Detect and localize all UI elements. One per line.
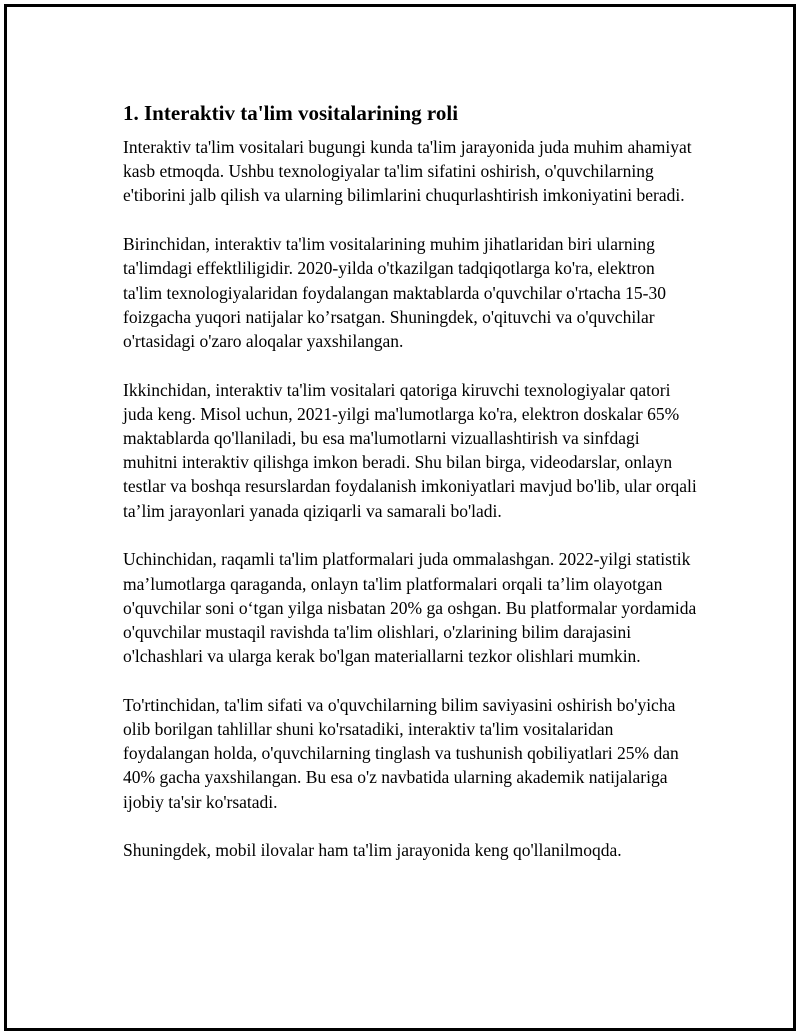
paragraph-third: Uchinchidan, raqamli ta'lim platformalari juda ommalashgan. 2022-yilgi statistik ma’lumotlarga qaraganda, onlayn ta'lim platformalari orqali ta’lim olayotgan o'quvchilar soni o‘tgan yilga nisbatan 20% ga oshgan. Bu platformalar yordamida o'quvchilar mustaqil ravishda ta'lim olishlari, o'zlarining bilim darajasini o'lchashlari va ularga kerak bo'lgan materiallarni tezkor olishlari mumkin. <box>123 549 697 667</box>
section-heading: 1. Interaktiv ta'lim vositalarining roli <box>123 101 459 125</box>
paragraph-fourth: To'rtinchidan, ta'lim sifati va o'quvchilarning bilim saviyasini oshirish bo'yicha olib borilgan tahlillar shuni ko'rsatadiki, interaktiv ta'lim vositalaridan foydalangan holda, o'quvchilarning tinglash va tushunish qobiliyatlari 25% dan 40% gacha yaxshilangan. Bu esa o'z navbatida ularning akademik natijalariga ijobiy ta'sir ko'rsatadi. <box>123 694 679 812</box>
page-frame <box>4 4 796 1031</box>
paragraph-intro: Interaktiv ta'lim vositalari bugungi kunda ta'lim jarayonida juda muhim ahamiyat kasb etmoqda. Ushbu texnologiyalar ta'lim sifatini oshirish, o'quvchilarning e'tiborini jalb qilish va ularning bilimlarini chuqurlashtirish imkoniyatini beradi. <box>123 137 692 206</box>
paragraph-closing: Shuningdek, mobil ilovalar ham ta'lim jarayonida keng qo'llanilmoqda. <box>123 840 622 861</box>
paragraph-second: Ikkinchidan, interaktiv ta'lim vositalari qatoriga kiruvchi texnologiyalar qatori juda keng. Misol uchun, 2021-yilgi ma'lumotlarga ko'ra, elektron doskalar 65% maktablarda qo'llaniladi, bu esa ma'lumotlarni vizuallashtirish va sinfdagi muhitni interaktiv qilishga imkon beradi. Shu bilan birga, videodarslar, onlayn testlar va boshqa resurslardan foydalanish imkoniyatlari mavjud bo'lib, ular orqali ta’lim jarayonlari yanada qiziqarli va samarali bo'ladi. <box>123 379 697 521</box>
document-body <box>120 99 700 863</box>
paragraph-first: Birinchidan, interaktiv ta'lim vositalarining muhim jihatlaridan biri ularning ta'limdagi effektliligidir. 2020-yilda o'tkazilgan tadqiqotlarga ko'ra, elektron ta'lim texnologiyalaridan foydalangan maktablarda o'quvchilar o'rtacha 15-30 foizgacha yuqori natijalar ko’rsatgan. Shuningdek, o'qituvchi va o'quvchilar o'rtasidagi o'zaro aloqalar yaxshilangan. <box>123 234 667 351</box>
